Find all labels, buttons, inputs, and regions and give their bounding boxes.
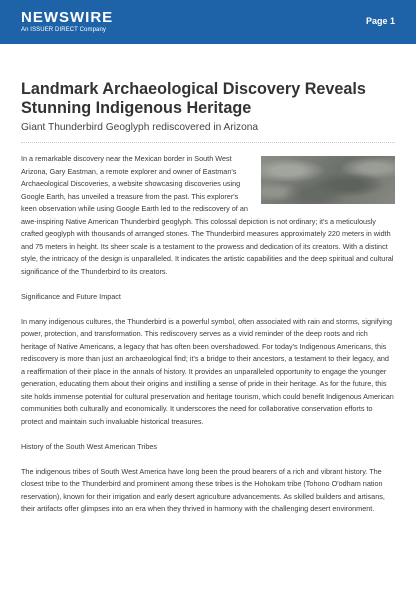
header-bar: [0, 0, 416, 44]
title-divider: [21, 142, 395, 143]
intro-paragraph: In a remarkable discovery near the Mexican border in South West Arizona, Gary Eastman, a remote explorer and owner of Eastman's Archaeological Discoveries, a website showcasing discoveries using Google Earth, has unveiled a treasure from the past. This explorer's keen observation while using Google Earth led to the rediscovery of an awe-inspiring Native American Thunderbird geoglyph. This colossal depiction is not ordinary; it's a meticulously crafted geoglyph with thousands of arranged stones. The Thunderbird measures approximately 220 meters in width and 75 meters in height. Its sheer scale is a testament to the prowess and dedication of its creators. With a distinct style, the intricacy of the design is unparalleled. It indicates the artistic capabilities and the deep spiritual and cultural significance of the Thunderbird to its creators.: [21, 154, 394, 276]
history-paragraph: The indigenous tribes of South West America have long been the proud bearers of a rich and vibrant history. The closest tribe to the Thunderbird and prominent among these tribes is the Hohokam tribe (Tohono O'odham nation reservation), known for their irrigation and early desert agriculture advancements. As skilled builders and artisans, their artifacts offer glimpses into an era when they thrived in harmony with the challenging desert environment.: [21, 466, 385, 513]
section-heading-history: History of the South West American Tribes: [21, 441, 158, 451]
section-heading-significance: Significance and Future Impact: [21, 291, 121, 301]
page-number: Page 1: [365, 16, 395, 26]
article-title: Landmark Archaeological Discovery Reveals Stunning Indigenous Heritage: [21, 80, 366, 117]
significance-paragraph: In many indigenous cultures, the Thunderbird is a powerful symbol, often associated with rain and storms, signifying power, protection, and transformation. This rediscovery serves as a vivid reminder of the deep roots and rich heritage of Native Americans, a legacy that has often been overshadowed. For today's Indigenous Americans, this rediscovery is more than just an archaeological find; it's a bridge to their ancestors, a testament to their legacy, and a reaffirmation of their place in the annals of history. It provides an unparalleled opportunity to engage the younger generation, educating them about their origins and instilling a sense of pride in their heritage. As for the future, this site holds immense potential for cultural preservation and heritage tourism, which could benefit Indigenous American communities both culturally and economically. It underscores the need for collaborative conservation efforts to protect and maintain such invaluable historical treasures.: [21, 316, 394, 426]
logo-tagline: An ISSUER DIRECT Company: [21, 27, 106, 33]
geoglyph-photo: [261, 156, 395, 204]
article-body: [21, 153, 395, 528]
article-subtitle: Giant Thunderbird Geoglyph rediscovered in Arizona: [21, 122, 259, 133]
logo-wordmark: NEWSWIRE: [21, 9, 114, 26]
newswire-logo[interactable]: [21, 10, 113, 34]
